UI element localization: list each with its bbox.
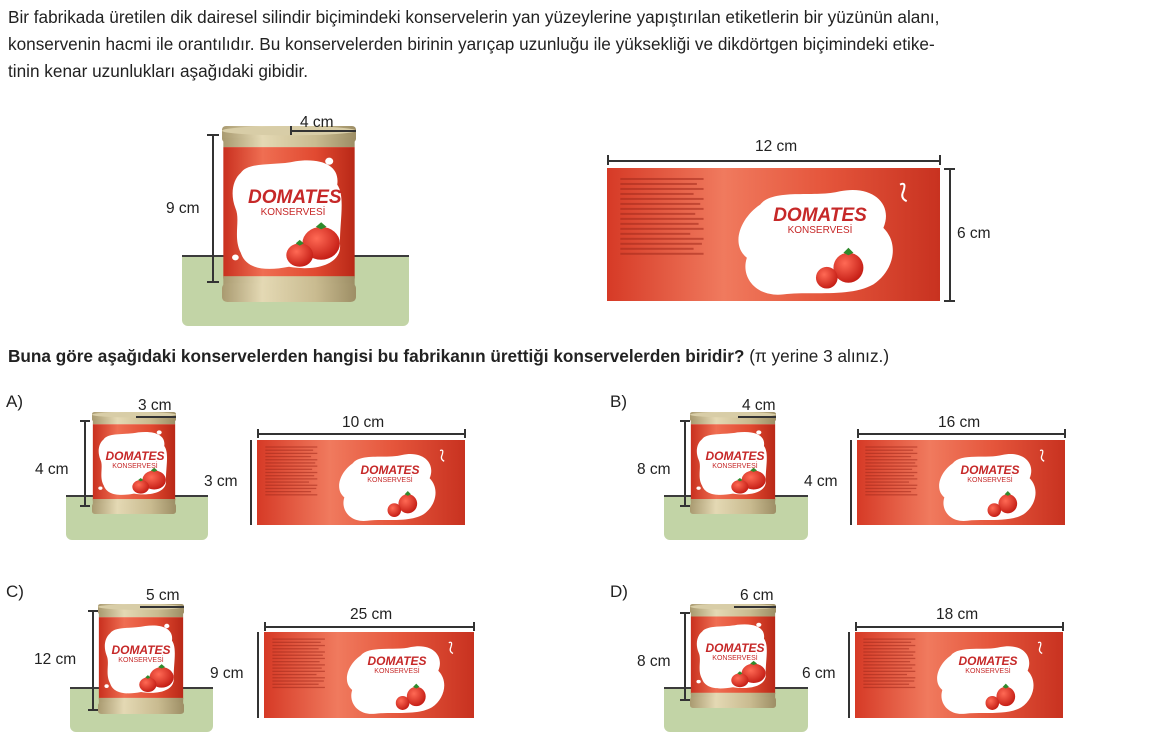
width-dimension-line: [264, 626, 474, 628]
label-height: 9 cm: [210, 665, 244, 682]
question-text: Buna göre aşağıdaki konservelerden hangisi bu fabrikanın ürettiği konservelerden biridir?: [8, 346, 745, 366]
brand-title: DOMATES: [105, 449, 165, 463]
width-dimension-line: [855, 626, 1063, 628]
reference-label-brand: [770, 207, 870, 237]
dim-tick: [857, 429, 859, 438]
dim-tick: [944, 168, 955, 170]
dim-tick: [207, 281, 219, 283]
height-label: 8 cm: [637, 653, 671, 670]
reference-height-label: 9 cm: [166, 200, 200, 217]
height-dimension-line: [84, 420, 86, 506]
dim-tick: [939, 155, 941, 165]
label-height: 3 cm: [204, 473, 238, 490]
brand-subtitle: KONSERVESİ: [112, 463, 158, 470]
option-letter: B): [610, 392, 627, 411]
brand-title: DOMATES: [958, 654, 1018, 668]
dim-tick: [680, 505, 690, 507]
brand-title: DOMATES: [705, 449, 765, 463]
dim-tick: [264, 622, 266, 631]
brand-title: DOMATES: [705, 641, 765, 655]
dim-tick: [473, 622, 475, 631]
dim-tick: [88, 610, 98, 612]
dim-tick: [944, 300, 955, 302]
dim-tick: [88, 709, 98, 711]
label-width: 10 cm: [342, 414, 385, 431]
label-height: 4 cm: [804, 473, 838, 490]
label-brand: [357, 655, 437, 676]
label-height-dimension-line: [250, 440, 252, 525]
intro-line-2: konservenin hacmi ile orantılıdır. Bu konservelerden birinin yarıçap uzunluğu ile yüksekliği ve dikdörtgen biçimindeki etike-: [8, 34, 935, 54]
width-dimension-line: [257, 433, 465, 435]
brand-subtitle: KONSERVESİ: [787, 225, 853, 236]
radius-label: 3 cm: [138, 397, 172, 414]
label-height: 6 cm: [802, 665, 836, 682]
question: [8, 346, 889, 367]
dim-tick: [1062, 622, 1064, 631]
brand-subtitle: KONSERVESİ: [374, 668, 420, 675]
height-label: 12 cm: [34, 651, 77, 668]
label-height-dimension-line: [949, 168, 951, 301]
label-width: 18 cm: [936, 606, 979, 623]
option-letter: D): [610, 582, 628, 601]
radius-label: 5 cm: [146, 587, 180, 604]
reference-label-height: 6 cm: [957, 225, 991, 242]
can-brand: [100, 450, 170, 471]
dim-tick: [607, 155, 609, 165]
reference-label-width: 12 cm: [755, 138, 798, 155]
intro-line-3: tinin kenar uzunlukları aşağıdaki gibidir.: [8, 61, 309, 81]
label-height-dimension-line: [848, 632, 850, 718]
problem-statement: [8, 4, 1166, 85]
reference-can-brand: [248, 187, 342, 219]
dim-tick: [680, 420, 690, 422]
can-brand: [700, 450, 770, 471]
height-label: 4 cm: [35, 461, 69, 478]
brand-title: DOMATES: [960, 463, 1020, 477]
height-label: 8 cm: [637, 461, 671, 478]
height-dimension-line: [212, 134, 214, 282]
brand-subtitle: KONSERVESİ: [965, 668, 1011, 675]
width-dimension-line: [607, 160, 940, 162]
can-brand: [700, 642, 770, 663]
label-width: 25 cm: [350, 606, 393, 623]
brand-title: DOMATES: [360, 463, 420, 477]
brand-subtitle: KONSERVESİ: [712, 655, 758, 662]
brand-title: DOMATES: [367, 654, 427, 668]
radius-dimension-line: [140, 606, 184, 608]
dim-tick: [1064, 429, 1066, 438]
height-dimension-line: [684, 420, 686, 506]
brand-subtitle: KONSERVESİ: [967, 477, 1013, 484]
can-brand: [106, 644, 176, 665]
radius-dimension-line: [136, 416, 176, 418]
dim-tick: [257, 429, 259, 438]
brand-subtitle: KONSERVESİ: [712, 463, 758, 470]
dim-tick: [464, 429, 466, 438]
label-height-dimension-line: [257, 632, 259, 718]
brand-title: DOMATES: [248, 187, 342, 208]
label-brand: [950, 464, 1030, 485]
brand-subtitle: KONSERVESİ: [118, 657, 164, 664]
brand-subtitle: KONSERVESİ: [260, 207, 326, 218]
dim-tick: [680, 612, 690, 614]
brand-title: DOMATES: [111, 643, 171, 657]
dim-tick: [290, 126, 292, 135]
width-dimension-line: [857, 433, 1065, 435]
dim-tick: [80, 420, 90, 422]
radius-label: 4 cm: [742, 397, 776, 414]
dim-tick: [80, 505, 90, 507]
label-brand: [350, 464, 430, 485]
option-letter: C): [6, 582, 24, 601]
reference-radius-label: 4 cm: [300, 114, 334, 131]
brand-subtitle: KONSERVESİ: [367, 477, 413, 484]
label-height-dimension-line: [850, 440, 852, 525]
height-dimension-line: [92, 610, 94, 710]
intro-line-1: Bir fabrikada üretilen dik dairesel silindir biçimindeki konservelerin yan yüzeylerine yapıştırılan etiketlerin bir yüzünün alanı,: [8, 7, 940, 27]
dim-tick: [207, 134, 219, 136]
option-letter: A): [6, 392, 23, 411]
label-brand: [948, 655, 1028, 676]
question-note: (π yerine 3 alınız.): [749, 346, 890, 366]
radius-dimension-line: [734, 606, 776, 608]
height-dimension-line: [684, 612, 686, 700]
dim-tick: [855, 622, 857, 631]
label-width: 16 cm: [938, 414, 981, 431]
radius-label: 6 cm: [740, 587, 774, 604]
dim-tick: [680, 699, 690, 701]
brand-title: DOMATES: [773, 205, 867, 226]
radius-dimension-line: [738, 416, 776, 418]
